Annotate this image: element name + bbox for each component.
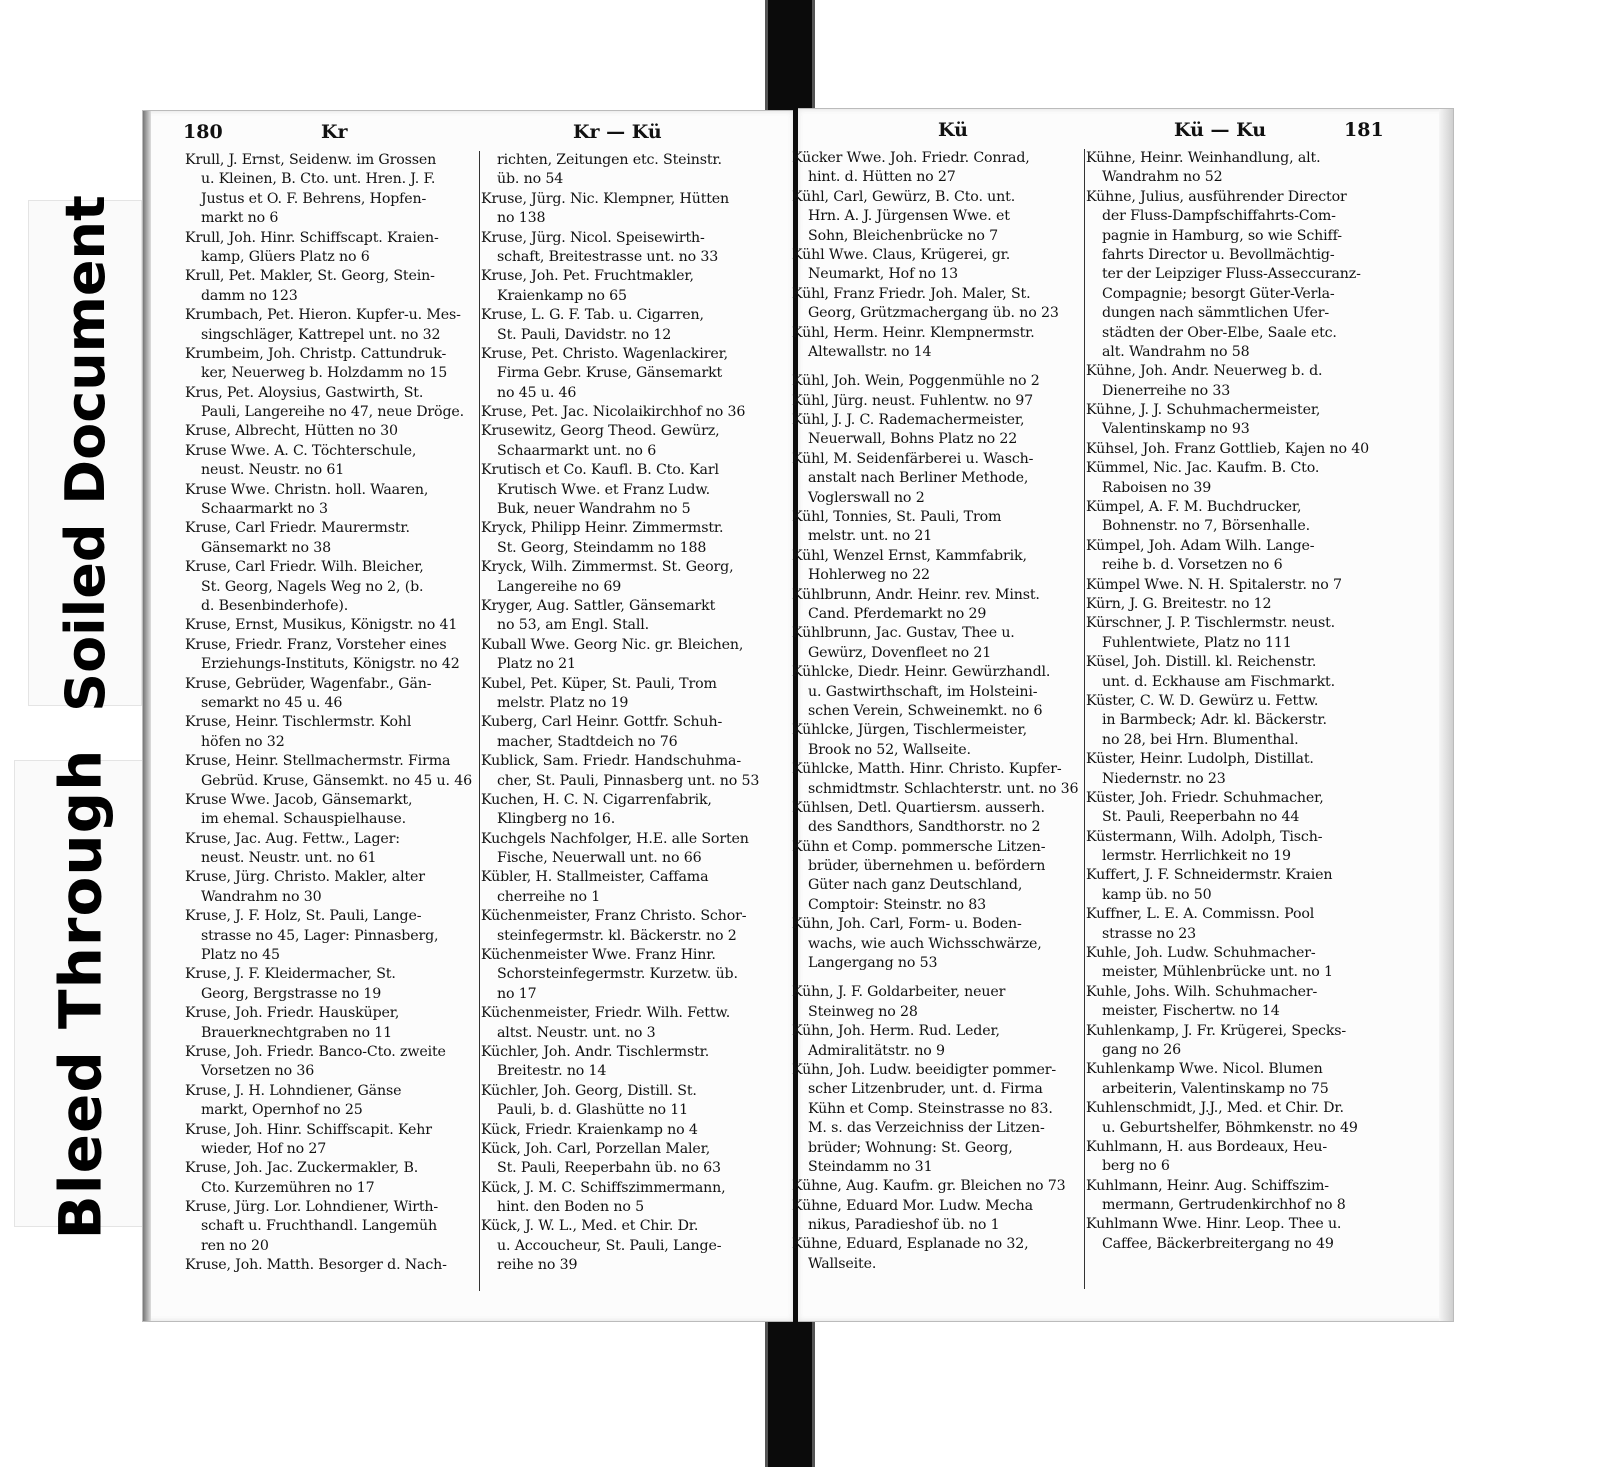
directory-entry-line: Kühne, J. J. Schuhmachermeister, bbox=[1086, 402, 1321, 419]
directory-entry-line: Gewürz, Dovenfleet no 21 bbox=[808, 644, 992, 661]
directory-entry-line: Kruse Wwe. Jacob, Gänsemarkt, bbox=[185, 791, 413, 808]
directory-entry-line: Kühn, Joh. Herm. Rud. Leder, bbox=[792, 1023, 1000, 1040]
directory-entry-line: Gänsemarkt no 38 bbox=[201, 539, 331, 556]
directory-entry-line: Compagnie; besorgt Güter-Verla- bbox=[1102, 285, 1335, 302]
directory-entry-line: Küchenmeister Wwe. Franz Hinr. bbox=[481, 947, 716, 964]
column-4 bbox=[1086, 149, 1378, 1254]
directory-entry-line: Schaarmarkt unt. no 6 bbox=[497, 442, 657, 459]
directory-entry-line: d. Besenbinderhofe). bbox=[201, 597, 349, 614]
directory-entry-line: Sohn, Bleichenbrücke no 7 bbox=[808, 227, 998, 244]
directory-entry-line: Kühne, Julius, ausführender Director bbox=[1086, 188, 1347, 205]
directory-entry-line: Kühlsen, Detl. Quartiersm. ausserh. bbox=[792, 799, 1045, 816]
directory-entry-line: semarkt no 45 u. 46 bbox=[201, 694, 343, 711]
directory-entry-line: Kruse, Joh. Jac. Zuckermakler, B. bbox=[185, 1160, 419, 1177]
directory-entry-line: Kruse, Joh. Friedr. Hausküper, bbox=[185, 1005, 400, 1022]
directory-entry-line: Caffee, Bäckerbreitergang no 49 bbox=[1102, 1235, 1334, 1252]
directory-entry-line: Niedernstr. no 23 bbox=[1102, 770, 1226, 787]
directory-entry-line: Kruse, Jürg. Nic. Klempner, Hütten bbox=[481, 190, 730, 207]
directory-entry-line: meister, Fischertw. no 14 bbox=[1102, 1003, 1280, 1020]
directory-entry-line: städten der Ober-Elbe, Saale etc. bbox=[1102, 324, 1337, 341]
directory-entry-line: Cto. Kurzemühren no 17 bbox=[201, 1179, 375, 1196]
directory-entry-line: Steinweg no 28 bbox=[808, 1003, 918, 1020]
directory-entry-line: höfen no 32 bbox=[201, 733, 285, 750]
directory-entry-line: Kuhle, Johs. Wilh. Schuhmacher- bbox=[1086, 983, 1318, 1000]
directory-entry-line: wachs, wie auch Wichsschwärze, bbox=[808, 935, 1042, 952]
left-page-header bbox=[143, 121, 793, 149]
directory-entry-line: Küchenmeister, Friedr. Wilh. Fettw. bbox=[481, 1005, 731, 1022]
header-right-letters: Kr — Kü bbox=[573, 121, 662, 143]
directory-entry-line: Kuhlenschmidt, J.J., Med. et Chir. Dr. bbox=[1086, 1100, 1344, 1117]
directory-entry-line: Krumbeim, Joh. Christp. Cattundruk- bbox=[185, 345, 447, 362]
directory-entry-line: Kuhlenkamp Wwe. Nicol. Blumen bbox=[1086, 1061, 1323, 1078]
directory-entry-line: Kuffner, L. E. A. Commissn. Pool bbox=[1086, 906, 1315, 923]
directory-entry-line: kamp, Glüers Platz no 6 bbox=[201, 248, 370, 265]
directory-entry-line: Valentinskamp no 93 bbox=[1102, 421, 1250, 438]
directory-entry-line: u. Accoucheur, St. Pauli, Lange- bbox=[497, 1237, 722, 1254]
directory-entry-line: no 53, am Engl. Stall. bbox=[497, 617, 649, 634]
page-number-left: 180 bbox=[183, 121, 223, 143]
directory-entry-line: Kühne, Eduard, Esplanade no 32, bbox=[792, 1236, 1029, 1253]
directory-entry-line: Kühl, Franz Friedr. Joh. Maler, St. bbox=[792, 285, 1031, 302]
directory-entry-line: Kühl, Carl, Gewürz, B. Cto. unt. bbox=[792, 188, 1016, 205]
directory-entry-line: u. Kleinen, B. Cto. unt. Hren. J. F. bbox=[201, 171, 436, 188]
directory-entry-line: Kruse, Carl Friedr. Maurermstr. bbox=[185, 520, 410, 537]
directory-entry-line: Wallseite. bbox=[808, 1255, 877, 1272]
directory-entry-line: brüder; Wohnung: St. Georg, bbox=[808, 1139, 1013, 1156]
directory-entry-line: Admiralitätstr. no 9 bbox=[808, 1042, 945, 1059]
directory-entry-line: St. Pauli, Reeperbahn no 44 bbox=[1102, 809, 1300, 826]
directory-entry-line: Kruse, Friedr. Franz, Vorsteher eines bbox=[185, 636, 447, 653]
directory-entry-line: Pauli, Langereihe no 47, neue Dröge. bbox=[201, 404, 464, 421]
directory-entry-line: Krusewitz, Georg Theod. Gewürz, bbox=[481, 423, 720, 440]
directory-entry-line: Küchler, Joh. Georg, Distill. St. bbox=[481, 1082, 697, 1099]
directory-entry-line: kamp üb. no 50 bbox=[1102, 886, 1212, 903]
directory-entry-line: Krutisch et Co. Kaufl. B. Cto. Karl bbox=[481, 462, 719, 479]
directory-entry-line: Kuberg, Carl Heinr. Gottfr. Schuh- bbox=[481, 714, 723, 731]
directory-entry-line: Kruse, J. H. Lohndiener, Gänse bbox=[185, 1082, 402, 1099]
directory-entry-line: Georg, Bergstrasse no 19 bbox=[201, 985, 382, 1002]
directory-entry-line: Neuerwall, Bohns Platz no 22 bbox=[808, 431, 1018, 448]
directory-entry-line: Kühne, Eduard Mor. Ludw. Mecha bbox=[792, 1197, 1033, 1214]
directory-entry-line: Krull, Joh. Hinr. Schiffscapt. Kraien- bbox=[185, 229, 439, 246]
directory-entry-line: Kühn et Comp. pommersche Litzen- bbox=[792, 838, 1046, 855]
directory-entry-line: Bohnenstr. no 7, Börsenhalle. bbox=[1102, 518, 1311, 535]
directory-entry-line: schaft u. Fruchthandl. Langemüh bbox=[201, 1218, 437, 1235]
directory-entry-line: Schaarmarkt no 3 bbox=[201, 501, 328, 518]
directory-entry-line: Kruse Wwe. Christn. holl. Waaren, bbox=[185, 481, 429, 498]
directory-entry-line: Kück, Friedr. Kraienkamp no 4 bbox=[481, 1121, 698, 1138]
directory-entry-line: Kuchen, H. C. N. Cigarrenfabrik, bbox=[481, 791, 712, 808]
directory-entry-line: Kruse, Joh. Friedr. Banco-Cto. zweite bbox=[185, 1043, 446, 1060]
directory-entry-line: mermann, Gertrudenkirchhof no 8 bbox=[1102, 1197, 1346, 1214]
directory-entry-line: u. Gastwirthschaft, im Holsteini- bbox=[808, 683, 1038, 700]
directory-entry-line: Küchenmeister, Franz Christo. Schor- bbox=[481, 908, 747, 925]
directory-entry-line: in Barmbeck; Adr. kl. Bäckerstr. bbox=[1102, 712, 1327, 729]
column-2 bbox=[481, 151, 773, 1276]
directory-entry-line: Küstermann, Wilh. Adolph, Tisch- bbox=[1086, 828, 1323, 845]
directory-entry-line: Fische, Neuerwall unt. no 66 bbox=[497, 850, 702, 867]
directory-entry-line: Kubel, Pet. Küper, St. Pauli, Trom bbox=[481, 675, 717, 692]
directory-entry-line: Kruse, Heinr. Stellmachermstr. Firma bbox=[185, 753, 451, 770]
directory-entry-line: u. Geburtshelfer, Böhmkenstr. no 49 bbox=[1102, 1119, 1358, 1136]
directory-entry-line: Kühl Wwe. Claus, Krügerei, gr. bbox=[792, 246, 1011, 263]
directory-entry-line: Dienerreihe no 33 bbox=[1102, 382, 1231, 399]
directory-entry-line: Kruse, Jürg. Nicol. Speisewirth- bbox=[481, 229, 705, 246]
directory-entry-line: brüder, übernehmen u. befördern bbox=[808, 858, 1046, 875]
directory-entry-line: Kruse, Carl Friedr. Wilh. Bleicher, bbox=[185, 559, 424, 576]
directory-entry-line: Buk, neuer Wandrahm no 5 bbox=[497, 501, 691, 518]
directory-entry-line: Kühl, M. Seidenfärberei u. Wasch- bbox=[792, 450, 1034, 467]
directory-entry-line: Krus, Pet. Aloysius, Gastwirth, St. bbox=[185, 384, 424, 401]
directory-entry-line: Kühl, Jürg. neust. Fuhlentw. no 97 bbox=[792, 392, 1034, 409]
directory-entry-line: Kuhlmann, Heinr. Aug. Schiffszim- bbox=[1086, 1177, 1329, 1194]
directory-entry-line: markt, Opernhof no 25 bbox=[201, 1102, 363, 1119]
directory-entry-line: Fuhlentwiete, Platz no 111 bbox=[1102, 634, 1292, 651]
directory-entry-line: alt. Wandrahm no 58 bbox=[1102, 343, 1250, 360]
directory-entry-line: strasse no 45, Lager: Pinnasberg, bbox=[201, 927, 439, 944]
directory-entry-line: Kück, Joh. Carl, Porzellan Maler, bbox=[481, 1140, 711, 1157]
directory-entry-line: fahrts Director u. Bevollmächtig- bbox=[1102, 246, 1335, 263]
directory-entry-line: Kück, J. M. C. Schiffszimmermann, bbox=[481, 1179, 726, 1196]
directory-entry-line: no 138 bbox=[497, 210, 546, 227]
directory-entry-line: hint. den Boden no 5 bbox=[497, 1199, 644, 1216]
directory-entry-line: St. Georg, Steindamm no 188 bbox=[497, 539, 707, 556]
directory-entry-line: Kübler, H. Stallmeister, Caffama bbox=[481, 869, 709, 886]
directory-entry-line: Georg, Grützmachergang üb. no 23 bbox=[808, 305, 1059, 322]
column-divider-right bbox=[1084, 149, 1085, 1289]
directory-entry-line: Kublick, Sam. Friedr. Handschuhma- bbox=[481, 753, 741, 770]
column-divider-left bbox=[479, 151, 480, 1291]
directory-entry-line: Schorsteinfegermstr. Kurzetw. üb. bbox=[497, 966, 738, 983]
directory-entry-line: macher, Stadtdeich no 76 bbox=[497, 733, 678, 750]
directory-entry-line: Platz no 45 bbox=[201, 947, 280, 964]
directory-entry-line: Kümpel, A. F. M. Buchdrucker, bbox=[1086, 499, 1302, 516]
directory-entry-line: no 28, bei Hrn. Blumenthal. bbox=[1102, 731, 1299, 748]
directory-entry-line: Kühl, Joh. Wein, Poggenmühle no 2 bbox=[792, 373, 1040, 390]
directory-entry-line: no 45 u. 46 bbox=[497, 384, 577, 401]
directory-entry-line: Kuhlmann Wwe. Hinr. Leop. Thee u. bbox=[1086, 1216, 1342, 1233]
directory-entry-line: St. Pauli, Reeperbahn üb. no 63 bbox=[497, 1160, 721, 1177]
directory-entry-line: Breitestr. no 14 bbox=[497, 1063, 607, 1080]
directory-entry-line: Kruse, Joh. Matth. Besorger d. Nach- bbox=[185, 1257, 447, 1274]
directory-entry-line: Kühn et Comp. Steinstrasse no 83. bbox=[808, 1100, 1053, 1117]
directory-entry-line: Brauerknechtgraben no 11 bbox=[201, 1024, 392, 1041]
directory-entry-line: Kruse, Jac. Aug. Fettw., Lager: bbox=[185, 830, 400, 847]
left-page bbox=[142, 110, 793, 1322]
directory-entry-line: ren no 20 bbox=[201, 1237, 269, 1254]
directory-entry-line: pagnie in Hamburg, so wie Schiff- bbox=[1102, 227, 1342, 244]
directory-entry-line: unt. d. Eckhause am Fischmarkt. bbox=[1102, 673, 1335, 690]
directory-entry-line: Wandrahm no 30 bbox=[201, 888, 322, 905]
directory-entry-line: Krull, J. Ernst, Seidenw. im Grossen bbox=[185, 152, 437, 168]
directory-entry-line: Kück, J. W. L., Med. et Chir. Dr. bbox=[481, 1218, 699, 1235]
directory-entry-line: Hohlerweg no 22 bbox=[808, 567, 930, 584]
directory-entry-line: nikus, Paradieshof üb. no 1 bbox=[808, 1217, 1000, 1234]
directory-entry-line: arbeiterin, Valentinskamp no 75 bbox=[1102, 1080, 1329, 1097]
directory-entry-line: dungen nach sämmtlichen Ufer- bbox=[1102, 305, 1330, 322]
directory-entry-line: Comptoir: Steinstr. no 83 bbox=[808, 896, 986, 913]
directory-entry-line: Krutisch Wwe. et Franz Ludw. bbox=[497, 481, 710, 498]
directory-entry-line: strasse no 23 bbox=[1102, 925, 1196, 942]
directory-entry-line: reihe b. d. Vorsetzen no 6 bbox=[1102, 557, 1283, 574]
directory-entry-line: Kruse, Jürg. Lor. Lohndiener, Wirth- bbox=[185, 1199, 439, 1216]
directory-entry-line: Kruse, Gebrüder, Wagenfabr., Gän- bbox=[185, 675, 432, 692]
directory-entry-line: Kühl, Wenzel Ernst, Kammfabrik, bbox=[792, 547, 1027, 564]
directory-entry-line: Güter nach ganz Deutschland, bbox=[808, 877, 1023, 894]
directory-entry-line: St. Georg, Nagels Weg no 2, (b. bbox=[201, 578, 424, 595]
directory-entry-line: Kühlbrunn, Andr. Heinr. rev. Minst. bbox=[792, 586, 1040, 603]
directory-entry-line: Kücker Wwe. Joh. Friedr. Conrad, bbox=[792, 150, 1030, 166]
directory-entry-line: Kuhlenkamp, J. Fr. Krügerei, Specks- bbox=[1086, 1022, 1347, 1039]
directory-entry-line: neust. Neustr. no 61 bbox=[201, 462, 345, 479]
directory-entry-line: melstr. Platz no 19 bbox=[497, 694, 629, 711]
directory-entry-line: gang no 26 bbox=[1102, 1041, 1182, 1058]
right-page bbox=[792, 108, 1454, 1322]
directory-entry-line: Küster, C. W. D. Gewürz u. Fettw. bbox=[1086, 692, 1319, 709]
directory-entry-line: neust. Neustr. unt. no 61 bbox=[201, 850, 377, 867]
directory-entry-line: Kühn, Joh. Carl, Form- u. Boden- bbox=[792, 916, 1022, 933]
bleed-through-text: Bleed Through bbox=[46, 748, 115, 1239]
directory-entry-line: Erziehungs-Instituts, Königstr. no 42 bbox=[201, 656, 460, 673]
directory-entry-line: Kühne, Joh. Andr. Neuerweg b. d. bbox=[1086, 363, 1323, 380]
directory-entry-line: Kühlcke, Diedr. Heinr. Gewürzhandl. bbox=[792, 664, 1051, 681]
directory-entry-line: Küster, Joh. Friedr. Schuhmacher, bbox=[1086, 789, 1324, 806]
directory-entry-line: Kühne, Heinr. Weinhandlung, alt. bbox=[1086, 150, 1321, 166]
directory-entry-line: Kürn, J. G. Breitestr. no 12 bbox=[1086, 595, 1272, 612]
directory-entry-line: melstr. unt. no 21 bbox=[808, 528, 933, 545]
directory-entry-line: Altewallstr. no 14 bbox=[808, 343, 932, 360]
directory-entry-line: St. Pauli, Davidstr. no 12 bbox=[497, 326, 672, 343]
directory-entry-line: Kühlcke, Jürgen, Tischlermeister, bbox=[792, 722, 1027, 739]
column-1 bbox=[185, 151, 477, 1276]
directory-entry-line: Küchler, Joh. Andr. Tischlermstr. bbox=[481, 1043, 710, 1060]
directory-entry-line: schmidtmstr. Schlachterstr. unt. no 36 bbox=[808, 780, 1079, 797]
directory-entry-line: meister, Mühlenbrücke unt. no 1 bbox=[1102, 964, 1333, 981]
directory-entry-line: damm no 123 bbox=[201, 287, 298, 304]
directory-entry-line: Kuffert, J. F. Schneidermstr. Kraien bbox=[1086, 867, 1333, 884]
directory-entry-line: Kühn, J. F. Goldarbeiter, neuer bbox=[792, 984, 1006, 1001]
directory-entry-line: markt no 6 bbox=[201, 210, 279, 227]
directory-entry-line: Kümpel, Joh. Adam Wilh. Lange- bbox=[1086, 537, 1315, 554]
column-3 bbox=[792, 149, 1084, 1274]
directory-entry-line: richten, Zeitungen etc. Steinstr. bbox=[497, 152, 722, 168]
directory-entry-line: Krull, Pet. Makler, St. Georg, Stein- bbox=[185, 268, 435, 285]
directory-entry-line: Kühlbrunn, Jac. Gustav, Thee u. bbox=[792, 625, 1015, 642]
directory-entry-line: üb. no 54 bbox=[497, 171, 564, 188]
directory-entry-line: Wandrahm no 52 bbox=[1102, 169, 1223, 186]
header-right-letters-right: Kü — Ku bbox=[1174, 119, 1267, 141]
directory-entry-line: berg no 6 bbox=[1102, 1158, 1170, 1175]
directory-entry-line: Krumbach, Pet. Hieron. Kupfer-u. Mes- bbox=[185, 307, 461, 324]
entry-gap bbox=[792, 973, 1084, 983]
directory-entry-line: Platz no 21 bbox=[497, 656, 576, 673]
directory-entry-line: Kruse, J. F. Kleidermacher, St. bbox=[185, 966, 396, 983]
header-left-letters-right: Kü bbox=[938, 119, 968, 141]
directory-entry-line: Kühsel, Joh. Franz Gottlieb, Kajen no 40 bbox=[1086, 440, 1369, 457]
directory-entry-line: scher Litzenbruder, unt. d. Firma bbox=[808, 1081, 1043, 1098]
directory-entry-line: Kruse, Jürg. Christo. Makler, alter bbox=[185, 869, 425, 886]
directory-entry-line: im ehemal. Schauspielhause. bbox=[201, 811, 407, 828]
directory-entry-line: Kruse, Joh. Pet. Fruchtmakler, bbox=[481, 268, 694, 285]
header-left-letters: Kr bbox=[321, 121, 348, 143]
directory-entry-line: Küster, Heinr. Ludolph, Distillat. bbox=[1086, 751, 1314, 768]
directory-entry-line: Langereihe no 69 bbox=[497, 578, 622, 595]
directory-entry-line: Kuball Wwe. Georg Nic. gr. Bleichen, bbox=[481, 636, 744, 653]
directory-entry-line: anstalt nach Berliner Methode, bbox=[808, 470, 1029, 487]
directory-entry-line: Firma Gebr. Kruse, Gänsemarkt bbox=[497, 365, 723, 382]
directory-entry-line: Justus et O. F. Behrens, Hopfen- bbox=[201, 190, 427, 207]
directory-entry-line: Pauli, b. d. Glashütte no 11 bbox=[497, 1102, 689, 1119]
directory-entry-line: Kruse, L. G. F. Tab. u. Cigarren, bbox=[481, 307, 704, 324]
directory-entry-line: Kruse, Pet. Christo. Wagenlackirer, bbox=[481, 345, 729, 362]
directory-entry-line: steinfegermstr. kl. Bäckerstr. no 2 bbox=[497, 927, 737, 944]
entry-gap bbox=[792, 362, 1084, 372]
directory-entry-line: Kruse, Heinr. Tischlermstr. Kohl bbox=[185, 714, 412, 731]
directory-entry-line: Küsel, Joh. Distill. kl. Reichenstr. bbox=[1086, 654, 1317, 671]
directory-entry-line: Kruse, Joh. Hinr. Schiffscapit. Kehr bbox=[185, 1121, 432, 1138]
directory-entry-line: Kühl, J. J. C. Rademachermeister, bbox=[792, 412, 1025, 429]
directory-entry-line: hint. d. Hütten no 27 bbox=[808, 169, 956, 186]
directory-entry-line: cher, St. Pauli, Pinnasberg unt. no 53 bbox=[497, 772, 760, 789]
directory-entry-line: Kruse, Albrecht, Hütten no 30 bbox=[185, 423, 398, 440]
directory-entry-line: Kühl, Tonnies, St. Pauli, Trom bbox=[792, 509, 1002, 526]
directory-entry-line: Vorsetzen no 36 bbox=[201, 1063, 315, 1080]
directory-entry-line: des Sandthors, Sandthorstr. no 2 bbox=[808, 819, 1041, 836]
bleed-through-label bbox=[14, 748, 146, 1239]
directory-entry-line: Cand. Pferdemarkt no 29 bbox=[808, 605, 987, 622]
directory-entry-line: altst. Neustr. unt. no 3 bbox=[497, 1024, 656, 1041]
directory-entry-line: Kühn, Joh. Ludw. beeidigter pommer- bbox=[792, 1061, 1056, 1078]
directory-entry-line: Kühl, Herm. Heinr. Klempnermstr. bbox=[792, 324, 1035, 341]
page-number-right: 181 bbox=[1344, 119, 1384, 141]
directory-entry-line: Brook no 52, Wallseite. bbox=[808, 741, 971, 758]
directory-entry-line: Kruse, Ernst, Musikus, Königstr. no 41 bbox=[185, 617, 458, 634]
directory-entry-line: Raboisen no 39 bbox=[1102, 479, 1212, 496]
right-page-header bbox=[798, 119, 1453, 147]
directory-entry-line: Klingberg no 16. bbox=[497, 811, 616, 828]
directory-entry-line: Kürschner, J. P. Tischlermstr. neust. bbox=[1086, 615, 1336, 632]
directory-entry-line: Kruse Wwe. A. C. Töchterschule, bbox=[185, 442, 417, 459]
directory-entry-line: wieder, Hof no 27 bbox=[201, 1140, 327, 1157]
directory-entry-line: cherreihe no 1 bbox=[497, 888, 601, 905]
directory-entry-line: reihe no 39 bbox=[497, 1257, 578, 1274]
directory-entry-line: Gebrüd. Kruse, Gänsemkt. no 45 u. 46 bbox=[201, 772, 472, 789]
directory-entry-line: Kraienkamp no 65 bbox=[497, 287, 627, 304]
directory-entry-line: Kuchgels Nachfolger, H.E. alle Sorten bbox=[481, 830, 749, 847]
directory-entry-line: Kühlcke, Matth. Hinr. Christo. Kupfer- bbox=[792, 761, 1062, 778]
directory-entry-line: Kühne, Aug. Kaufm. gr. Bleichen no 73 bbox=[792, 1178, 1066, 1195]
directory-entry-line: lermstr. Herrlichkeit no 19 bbox=[1102, 848, 1291, 865]
directory-entry-line: Steindamm no 31 bbox=[808, 1158, 933, 1175]
directory-entry-line: no 17 bbox=[497, 985, 537, 1002]
directory-entry-line: M. s. das Verzeichniss der Litzen- bbox=[808, 1120, 1045, 1137]
directory-entry-line: ker, Neuerweg b. Holzdamm no 15 bbox=[201, 365, 448, 382]
directory-entry-line: Voglerswall no 2 bbox=[808, 489, 925, 506]
directory-entry-line: schaft, Breitestrasse unt. no 33 bbox=[497, 248, 719, 265]
directory-entry-line: Kryger, Aug. Sattler, Gänsemarkt bbox=[481, 597, 716, 614]
directory-entry-line: der Fluss-Dampfschiffahrts-Com- bbox=[1102, 208, 1336, 225]
directory-entry-line: singschläger, Kattrepel unt. no 32 bbox=[201, 326, 441, 343]
directory-entry-line: Kümpel Wwe. N. H. Spitalerstr. no 7 bbox=[1086, 576, 1342, 593]
directory-entry-line: Kryck, Philipp Heinr. Zimmermstr. bbox=[481, 520, 724, 537]
directory-entry-line: Kryck, Wilh. Zimmermst. St. Georg, bbox=[481, 559, 734, 576]
directory-entry-line: Langergang no 53 bbox=[808, 955, 938, 972]
soiled-document-text: Soiled Document bbox=[53, 194, 117, 712]
directory-entry-line: Kruse, J. F. Holz, St. Pauli, Lange- bbox=[185, 908, 422, 925]
directory-entry-line: Kuhlmann, H. aus Bordeaux, Heu- bbox=[1086, 1138, 1327, 1155]
directory-entry-line: Neumarkt, Hof no 13 bbox=[808, 266, 959, 283]
directory-entry-line: Kümmel, Nic. Jac. Kaufm. B. Cto. bbox=[1086, 460, 1320, 477]
directory-entry-line: Kruse, Pet. Jac. Nicolaikirchhof no 36 bbox=[481, 404, 746, 421]
soiled-document-label bbox=[28, 194, 142, 712]
directory-entry-line: Kuhle, Joh. Ludw. Schuhmacher- bbox=[1086, 945, 1316, 962]
directory-entry-line: ter der Leipziger Fluss-Asseccuranz- bbox=[1102, 266, 1361, 283]
directory-entry-line: Hrn. A. J. Jürgensen Wwe. et bbox=[808, 208, 1010, 225]
directory-entry-line: schen Verein, Schweinemkt. no 6 bbox=[808, 702, 1043, 719]
